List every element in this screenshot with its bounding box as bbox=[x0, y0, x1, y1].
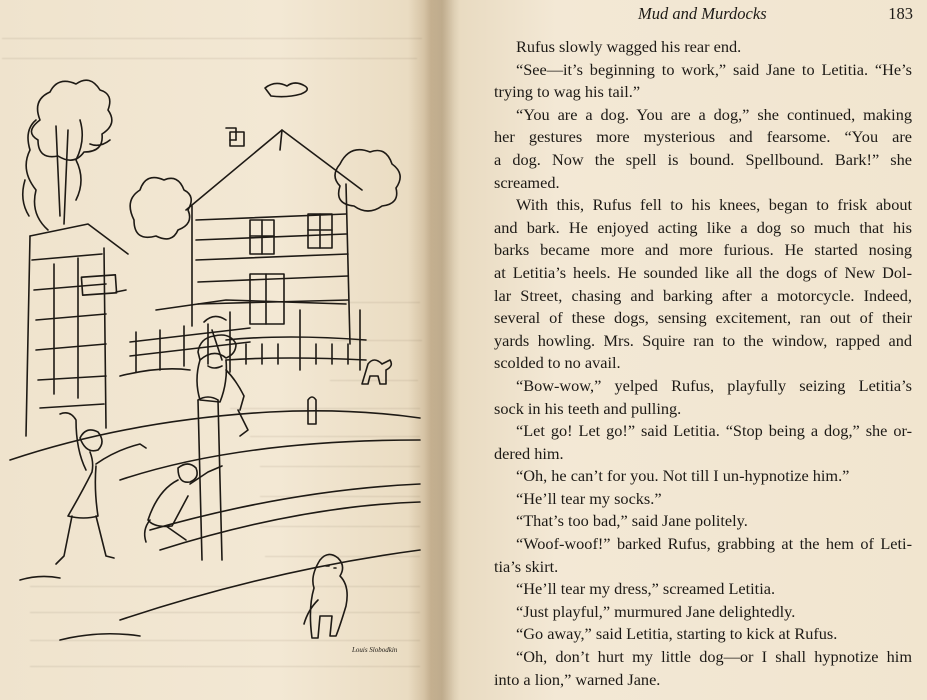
text-line: With this, Rufus fell to his knees, began to frisk about bbox=[516, 195, 912, 215]
text-line: Rufus slowly wagged his rear end. bbox=[516, 37, 742, 56]
paragraph bbox=[516, 623, 912, 646]
text-line: her gestures more mysterious and fearsome. “You are bbox=[494, 127, 912, 147]
house bbox=[130, 128, 400, 372]
text-line: “You are a dog. You are a dog,” she continued, making bbox=[516, 104, 912, 124]
tree-left bbox=[23, 80, 112, 230]
right-page bbox=[470, 0, 927, 700]
text-line: “Oh, he can’t for you. Not till I un-hypnotize him.” bbox=[516, 466, 850, 486]
text-line: “See—it’s beginning to work,” said Jane to Letitia. “He’s bbox=[516, 59, 912, 79]
text-line: screamed. bbox=[494, 172, 560, 192]
paragraph bbox=[494, 533, 912, 578]
paragraph bbox=[516, 510, 912, 533]
paragraph bbox=[516, 488, 912, 511]
man-on-post bbox=[197, 316, 248, 560]
text-line: into a lion,” warned Jane. bbox=[494, 669, 661, 689]
page-number: 183 bbox=[888, 4, 913, 23]
paragraph bbox=[494, 59, 912, 104]
text-line: trying to wag his tail.” bbox=[494, 82, 641, 102]
text-line: “He’ll tear my socks.” bbox=[516, 488, 662, 508]
paragraph bbox=[516, 601, 912, 624]
running-head: Mud and Murdocks bbox=[638, 4, 767, 23]
text-line: dered him. bbox=[494, 443, 564, 463]
girl-running bbox=[56, 413, 146, 564]
text-line: scolded to no avail. bbox=[494, 353, 621, 373]
text-line: “Just playful,” murmured Jane delightedly. bbox=[516, 601, 796, 621]
paragraph bbox=[494, 420, 912, 465]
text-line: “Oh, don’t hurt my little dog—or I shall hypnotize him bbox=[516, 647, 912, 667]
paragraph bbox=[494, 375, 912, 420]
shed-left bbox=[26, 224, 128, 436]
book-gutter bbox=[424, 0, 460, 700]
text-line: “Bow-wow,” yelped Rufus, playfully seizing Letitia’s bbox=[516, 375, 912, 395]
boy-crawling bbox=[145, 464, 222, 542]
artist-signature: Louis Slobodkin bbox=[352, 646, 398, 654]
text-line: at Letitia’s heels. He sounded like all the dogs of New Dol- bbox=[494, 262, 912, 282]
paragraph bbox=[494, 646, 912, 691]
dog-background bbox=[362, 360, 391, 384]
paragraph bbox=[494, 194, 912, 375]
text-line: several of these dogs, sensing excitement, ran out of their bbox=[494, 308, 912, 328]
text-line: lar Street, chasing and barking after a motorcycle. Indeed, bbox=[494, 285, 912, 305]
text-line: tia’s skirt. bbox=[494, 556, 559, 576]
text-line: “He’ll tear my dress,” screamed Letitia. bbox=[516, 579, 776, 599]
body-text bbox=[494, 36, 912, 691]
text-line: “Woof-woof!” barked Rufus, grabbing at the hem of Leti- bbox=[516, 534, 912, 554]
text-line: and bark. He enjoyed acting like a dog so much that his bbox=[494, 217, 912, 237]
street-scene-illustration bbox=[0, 60, 430, 660]
dog-foreground bbox=[304, 554, 347, 638]
text-line: a dog. Now the spell is bound. Spellbound. Bark!” she bbox=[494, 149, 912, 169]
text-line: “Go away,” said Letitia, starting to kick at Rufus. bbox=[516, 624, 838, 644]
text-line: barks became more and more furious. He started nosing bbox=[494, 240, 912, 260]
sky-scribble bbox=[265, 83, 307, 97]
text-line: yards howling. Mrs. Squire ran to the window, rapped and bbox=[494, 330, 912, 350]
left-page bbox=[0, 0, 440, 700]
paragraph bbox=[516, 578, 912, 601]
text-line: “That’s too bad,” said Jane politely. bbox=[516, 511, 748, 531]
paragraph bbox=[516, 465, 912, 488]
paragraph bbox=[494, 104, 912, 194]
paragraph bbox=[516, 36, 912, 59]
text-line: “Let go! Let go!” said Letitia. “Stop being a dog,” she or- bbox=[516, 421, 912, 441]
text-line: sock in his teeth and pulling. bbox=[494, 398, 682, 418]
